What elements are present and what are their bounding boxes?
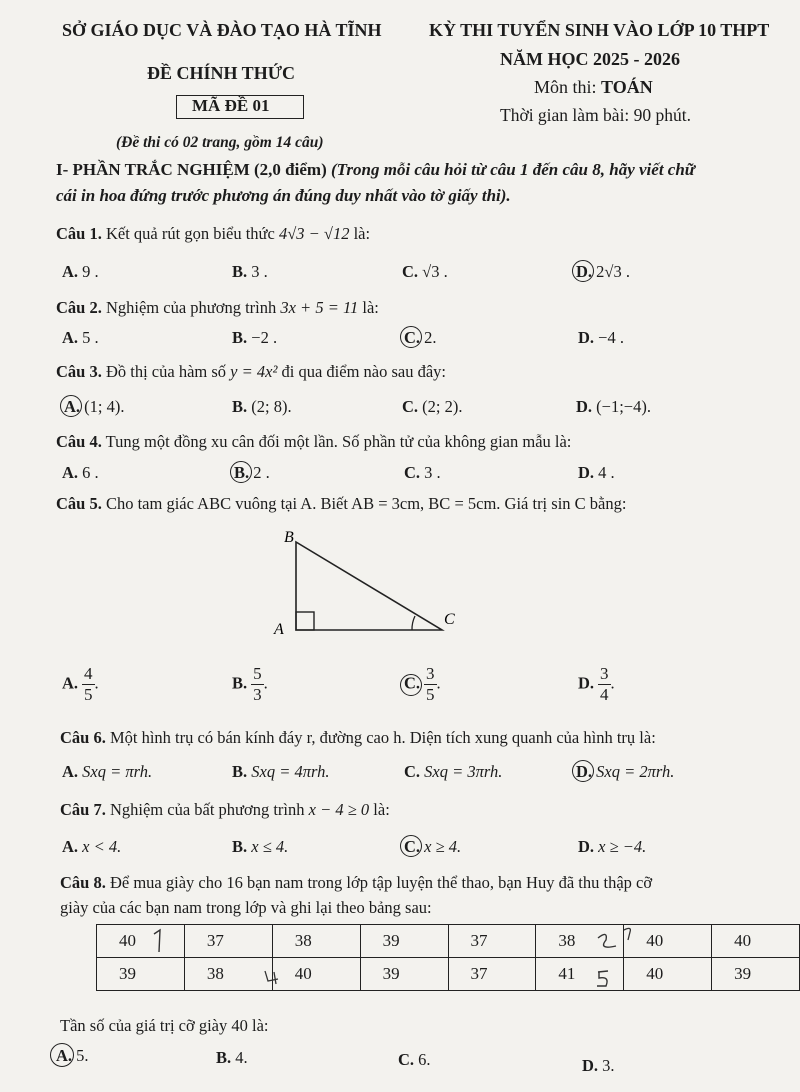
denominator: 3: [253, 685, 262, 704]
right-angle-marker: [296, 612, 314, 630]
option-letter: B.: [232, 762, 248, 781]
question-1: [56, 224, 370, 244]
option-text: (−1;−4).: [596, 397, 651, 416]
option-letter: B.: [232, 397, 248, 416]
option-text: x ≤ 4.: [251, 837, 289, 856]
option-text: −2 .: [251, 328, 278, 347]
question-8-cont: giày của các bạn nam trong lớp và ghi lại theo bảng sau:: [60, 898, 432, 917]
exam-code: MÃ ĐỀ 01: [192, 96, 270, 115]
option-text: 5.: [76, 1046, 89, 1065]
answer-circle: [400, 835, 422, 857]
option-letter: B.: [234, 463, 250, 482]
option-text: Sxq = 4πrh.: [251, 762, 330, 781]
vertex-b-label: B: [284, 529, 294, 546]
fraction: [82, 664, 95, 705]
option-text: 2 .: [253, 463, 270, 482]
math-expression: 3x + 5 = 11: [280, 298, 359, 317]
answer-circle: [400, 326, 422, 348]
option-text: 3.: [602, 1056, 615, 1075]
option-letter: C.: [404, 328, 421, 347]
table-cell: [360, 925, 448, 958]
q5-option-c[interactable]: C. $\frac{3}{5}$ .: [404, 664, 441, 705]
question-8: [60, 873, 652, 893]
q1-option-b[interactable]: [232, 262, 268, 282]
question-label: Câu 2.: [56, 298, 102, 317]
q6-option-c[interactable]: [404, 762, 502, 782]
q2-option-a[interactable]: [62, 328, 99, 348]
option-letter: B.: [232, 673, 248, 693]
option-letter: C.: [404, 762, 421, 781]
table-cell: [624, 958, 712, 991]
question-label: Câu 3.: [56, 362, 102, 381]
cell-value: 37: [206, 931, 224, 950]
question-label: Câu 6.: [60, 728, 106, 747]
cell-value: 41: [558, 964, 576, 983]
question-text: Nghiệm của phương trình: [105, 298, 277, 317]
option-letter: C.: [402, 397, 419, 416]
question-tail: là:: [353, 224, 371, 243]
table-row: [97, 958, 800, 991]
q5-option-d[interactable]: D. $\frac{3}{4}$ .: [578, 664, 615, 704]
question-label: Câu 5.: [56, 494, 102, 513]
table-row: [97, 925, 800, 958]
cell-value: 37: [470, 931, 488, 950]
question-8-prompt: Tần số của giá trị cỡ giày 40 là:: [60, 1016, 269, 1035]
time-limit: Thời gian làm bài: 90 phút.: [500, 105, 692, 125]
option-text: Sxq = πrh.: [82, 762, 153, 781]
option-text: 5 .: [82, 328, 99, 347]
option-text: 2√3 .: [596, 262, 630, 281]
option-letter: D.: [578, 328, 595, 347]
cell-value: 40: [734, 931, 752, 950]
q7-option-a[interactable]: [62, 837, 121, 857]
question-text: Đồ thị của hàm số: [105, 362, 227, 381]
q4-option-c[interactable]: [404, 463, 441, 483]
numerator: 5: [253, 664, 262, 683]
q3-option-b[interactable]: [232, 397, 292, 417]
table-cell: [448, 925, 536, 958]
option-text: Sxq = 2πrh.: [596, 762, 675, 781]
q2-option-b[interactable]: [232, 328, 277, 348]
question-tail: là:: [362, 298, 379, 317]
table-cell: [184, 925, 272, 958]
option-text: Sxq = 3πrh.: [424, 762, 503, 781]
cell-value: 38: [294, 931, 312, 950]
option-letter: A.: [56, 1046, 73, 1065]
cell-value: 39: [382, 931, 400, 950]
q5-option-b[interactable]: B. $\frac{5}{3}$ .: [232, 664, 268, 704]
option-letter: A.: [62, 463, 79, 482]
question-label: Câu 1.: [56, 224, 102, 243]
q8-option-a[interactable]: [56, 1046, 89, 1066]
question-text: Để mua giày cho 16 bạn nam trong lớp tập luyện thể thao, bạn Huy đã thu thập cỡ: [109, 873, 653, 892]
numerator: 3: [426, 664, 435, 683]
option-text: 9 .: [82, 262, 99, 281]
q1-option-a[interactable]: [62, 262, 99, 282]
q4-option-d[interactable]: [578, 463, 615, 483]
q1-option-c[interactable]: [402, 262, 448, 282]
cell-value: 37: [470, 964, 488, 983]
math-expression: y = 4x²: [230, 362, 278, 381]
option-letter: D.: [576, 762, 593, 781]
table-cell: [272, 925, 360, 958]
q8-option-c[interactable]: [398, 1050, 431, 1070]
question-text: Cho tam giác ABC vuông tại A. Biết AB = 3cm, BC = 5cm. Giá trị sin C bằng:: [105, 494, 627, 513]
angle-c-arc: [412, 616, 415, 630]
vertex-c-label: C: [444, 611, 455, 628]
denominator: 5: [84, 685, 93, 704]
answer-circle: [572, 260, 594, 282]
option-letter: D.: [582, 1056, 599, 1075]
right-triangle-figure: [270, 528, 470, 638]
option-text: 2.: [424, 328, 437, 347]
table-cell: [184, 958, 272, 991]
question-4: [56, 432, 571, 452]
option-text: −4 .: [598, 328, 624, 347]
q6-option-a[interactable]: [62, 762, 152, 782]
q3-option-c[interactable]: [402, 397, 463, 417]
answer-circle: [50, 1043, 74, 1067]
table-cell: [448, 958, 536, 991]
table-cell: [272, 958, 360, 991]
option-text: x ≥ −4.: [598, 837, 647, 856]
section-title: I- PHẦN TRẮC NGHIỆM (2,0 điểm): [56, 160, 327, 179]
subject-label: Môn thi:: [534, 77, 597, 97]
table-cell: [712, 925, 800, 958]
option-letter: C.: [404, 463, 421, 482]
question-6: [60, 728, 656, 748]
numerator: 3: [600, 664, 609, 683]
option-letter: C.: [404, 673, 421, 693]
option-text: 3 .: [251, 262, 268, 281]
option-text: 6 .: [82, 463, 99, 482]
fraction: [424, 664, 437, 705]
option-letter: B.: [232, 837, 248, 856]
option-letter: A.: [62, 762, 79, 781]
option-letter: A.: [62, 673, 79, 693]
subject-line: [534, 77, 653, 98]
option-text: x ≥ 4.: [424, 837, 462, 856]
answer-circle: [60, 395, 82, 417]
question-text: Kết quả rút gọn biểu thức: [105, 224, 275, 243]
option-text: 3 .: [424, 463, 441, 482]
fraction: [251, 664, 264, 705]
answer-circle: [400, 674, 422, 696]
q7-option-d[interactable]: [578, 837, 646, 857]
triangle-abc: [296, 542, 442, 630]
cell-value: 38: [206, 964, 224, 983]
q4-option-a[interactable]: [62, 463, 99, 483]
table-cell: [624, 925, 712, 958]
q6-option-d[interactable]: [576, 762, 674, 782]
option-letter: D.: [578, 837, 595, 856]
option-letter: B.: [232, 328, 248, 347]
option-text: (1; 4).: [84, 397, 125, 416]
option-text: 4 .: [598, 463, 615, 482]
exam-title: KỲ THI TUYỂN SINH VÀO LỚP 10 THPT: [429, 20, 770, 40]
answer-circle: [230, 461, 252, 483]
subject-name: TOÁN: [601, 77, 653, 97]
q8-option-b[interactable]: [216, 1048, 248, 1068]
option-text: x < 4.: [82, 837, 122, 856]
q6-option-b[interactable]: [232, 762, 330, 782]
q2-option-c[interactable]: [404, 328, 437, 348]
option-letter: A.: [62, 262, 79, 281]
option-letter: A.: [62, 837, 79, 856]
numerator: 4: [84, 664, 93, 683]
question-label: Câu 8.: [60, 873, 106, 892]
page-count-note: (Đề thi có 02 trang, gồm 14 câu): [116, 134, 324, 151]
q4-option-b[interactable]: [234, 463, 270, 483]
q3-option-a[interactable]: [64, 397, 125, 417]
tally-mark: [594, 968, 614, 990]
vertex-a-label: A: [274, 621, 284, 638]
denominator: 5: [426, 685, 435, 704]
option-letter: A.: [64, 397, 81, 416]
tally-mark: [594, 930, 622, 954]
option-text: √3 .: [422, 262, 448, 281]
question-text: Nghiệm của bất phương trình: [109, 800, 305, 819]
question-label: Câu 4.: [56, 432, 102, 451]
fraction: [598, 664, 611, 705]
school-year: NĂM HỌC 2025 - 2026: [500, 49, 680, 69]
q8-option-d[interactable]: [582, 1056, 615, 1076]
q7-option-c[interactable]: [404, 837, 461, 857]
answer-circle: [572, 760, 594, 782]
table-cell: [712, 958, 800, 991]
option-letter: D.: [578, 673, 595, 693]
question-3: [56, 362, 446, 382]
cell-value: 39: [119, 964, 136, 983]
question-tail: đi qua điểm nào sau đây:: [281, 362, 447, 381]
option-text: 6.: [418, 1050, 431, 1069]
denominator: 4: [600, 685, 609, 704]
option-letter: B.: [216, 1048, 232, 1067]
question-text: Một hình trụ có bán kính đáy r, đường cao h. Diện tích xung quanh của hình trụ là:: [109, 728, 656, 747]
table-cell: [97, 925, 185, 958]
cell-value: 39: [382, 964, 400, 983]
table-cell: [360, 958, 448, 991]
section-instruction: (Trong mỗi câu hỏi từ câu 1 đến câu 8, hãy viết chữ: [330, 160, 695, 179]
question-2: [56, 298, 379, 318]
tally-mark: [622, 926, 636, 942]
cell-value: 39: [734, 964, 752, 983]
option-text: 4.: [235, 1048, 248, 1067]
school-department: SỞ GIÁO DỤC VÀ ĐÀO TẠO HÀ TĨNH: [62, 20, 382, 40]
question-text: Tung một đồng xu cân đối một lần. Số phần tử của không gian mẫu là:: [105, 432, 572, 451]
tally-mark: [150, 928, 170, 954]
option-text: (2; 8).: [251, 397, 292, 416]
option-letter: B.: [232, 262, 248, 281]
option-letter: C.: [404, 837, 421, 856]
math-expression: 4√3 − √12: [278, 224, 350, 243]
official-label: ĐỀ CHÍNH THỨC: [147, 63, 296, 83]
question-tail: là:: [373, 800, 390, 819]
table-cell: [97, 958, 185, 991]
math-expression: x − 4 ≥ 0: [308, 800, 370, 819]
cell-value: 40: [119, 931, 136, 950]
cell-value: 38: [558, 931, 576, 950]
question-5: [56, 494, 626, 514]
cell-value: 40: [646, 964, 664, 983]
cell-value: 40: [646, 931, 664, 950]
q3-option-d[interactable]: [576, 397, 651, 417]
cell-value: 40: [294, 964, 312, 983]
q2-option-d[interactable]: [578, 328, 624, 348]
option-letter: C.: [402, 262, 419, 281]
option-letter: D.: [578, 463, 595, 482]
section-heading: [56, 160, 695, 180]
option-letter: D.: [576, 262, 593, 281]
question-label: Câu 7.: [60, 800, 106, 819]
q5-option-a[interactable]: A. $\frac{4}{5}$ .: [62, 664, 99, 704]
option-letter: D.: [576, 397, 593, 416]
section-instruction-cont: cái in hoa đứng trước phương án đúng duy nhất vào tờ giấy thi).: [56, 186, 511, 205]
question-7: [60, 800, 390, 820]
q7-option-b[interactable]: [232, 837, 288, 857]
tally-mark: [262, 968, 282, 986]
shoe-size-table: [96, 924, 800, 991]
q1-option-d[interactable]: [576, 262, 630, 282]
option-letter: A.: [62, 328, 79, 347]
option-letter: C.: [398, 1050, 415, 1069]
option-text: (2; 2).: [422, 397, 463, 416]
